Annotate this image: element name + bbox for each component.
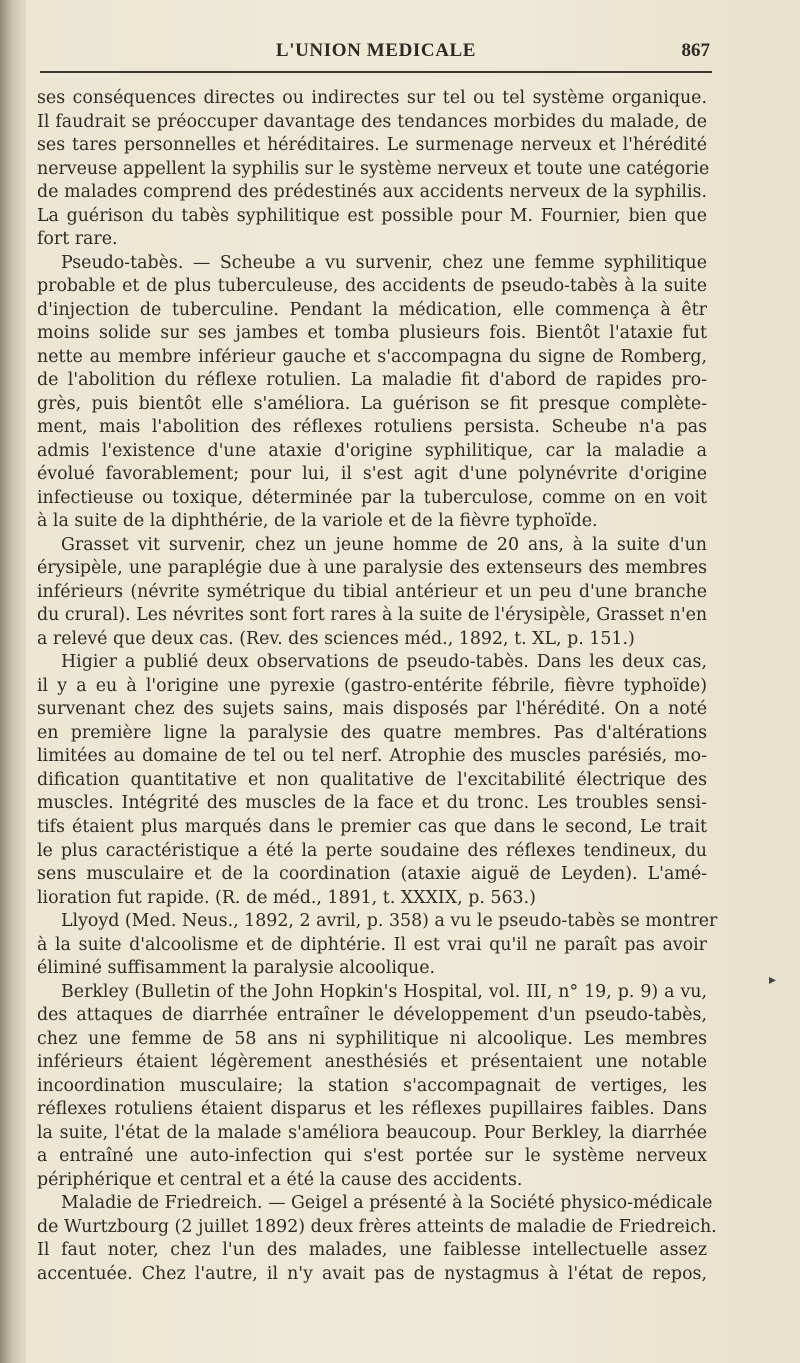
- page-spine-shadow: [0, 0, 26, 1363]
- text-line: Berkley (Bulletin of the John Hopkin's Hospital, vol. III, n° 19, p. 9) a vu,: [61, 981, 707, 1002]
- page-header: [40, 40, 712, 72]
- text-line: à la suite de la diphthérie, de la variole et de la fièvre typhoïde.: [37, 511, 598, 532]
- text-line: réflexes rotuliens étaient disparus et les réflexes pupillaires faibles. Dans: [37, 1099, 707, 1120]
- text-line: nette au membre inférieur gauche et s'accompagna du signe de Romberg,: [37, 346, 707, 367]
- text-line: Maladie de Friedreich. — Geigel a présenté à la Société physico-médicale: [61, 1193, 713, 1214]
- text-line: a entraîné une auto-infection qui s'est portée sur le système nerveux: [37, 1146, 707, 1167]
- text-line: fort rare.: [37, 229, 118, 250]
- page-number: 867: [681, 40, 710, 61]
- text-line: il y a eu à l'origine une pyrexie (gastro-entérite fébrile, fièvre typhoïde): [37, 675, 707, 696]
- text-line: a relevé que deux cas. (Rev. des sciences méd., 1892, t. XL, p. 151.): [37, 628, 635, 649]
- text-line: Il faut noter, chez l'un des malades, une faiblesse intellectuelle assez: [37, 1240, 707, 1261]
- text-line: évolué favorablement; pour lui, il s'est agit d'une polynévrite d'origine: [37, 464, 707, 485]
- text-line: d'injection de tuberculine. Pendant la médication, elle commença à êtr: [37, 299, 707, 320]
- text-line: admis l'existence d'une ataxie d'origine syphilitique, car la maladie a: [37, 440, 707, 461]
- header-rule: [40, 71, 712, 73]
- text-line: le plus caractéristique a été la perte soudaine des réflexes tendineux, du: [37, 840, 707, 861]
- text-line: du crural). Les névrites sont fort rares à la suite de l'érysipèle, Grasset n'en: [37, 605, 708, 626]
- text-line: en première ligne la paralysie des quatre membres. Pas d'altérations: [37, 722, 707, 743]
- text-line: survenant chez des sujets sains, mais disposés par l'hérédité. On a noté: [37, 699, 707, 720]
- text-line: ses conséquences directes ou indirectes sur tel ou tel système organique.: [37, 88, 707, 108]
- text-line: Grasset vit survenir, chez un jeune homme de 20 ans, à la suite d'un: [61, 534, 707, 555]
- text-line: ses tares personnelles et héréditaires. Le surmenage nerveux et l'hérédité: [37, 135, 707, 156]
- text-line: Higier a publié deux observations de pseudo-tabès. Dans les deux cas,: [61, 652, 707, 673]
- text-line: infectieuse ou toxique, déterminée par la tuberculose, comme on en voit: [37, 487, 707, 508]
- text-line: Pseudo-tabès. — Scheube a vu survenir, chez une femme syphilitique: [61, 252, 707, 273]
- text-line: La guérison du tabès syphilitique est possible pour M. Fournier, bien que: [37, 205, 707, 226]
- text-line: érysipèle, une paraplégie due à une paralysie des extenseurs des membres: [37, 558, 707, 579]
- margin-mark: ▸: [768, 972, 776, 988]
- text-line: accentuée. Chez l'autre, il n'y avait pas de nystagmus à l'état de repos,: [37, 1263, 707, 1284]
- body-text: [37, 87, 718, 1286]
- text-line: de l'abolition du réflexe rotulien. La maladie fit d'abord de rapides pro-: [37, 370, 707, 391]
- text-line: à la suite d'alcoolisme et de diphtérie. Il est vrai qu'il ne paraît pas avoir: [37, 934, 707, 955]
- text-line: inférieurs (névrite symétrique du tibial antérieur et un peu d'une branche: [37, 581, 707, 602]
- text-line: sens musculaire et de la coordination (ataxie aiguë de Leyden). L'amé-: [37, 864, 707, 885]
- text-line: Il faudrait se préoccuper davantage des tendances morbides du malade, de: [37, 111, 707, 132]
- running-title: L'UNION MEDICALE: [275, 40, 477, 61]
- text-line: muscles. Intégrité des muscles de la face et du tronc. Les troubles sensi-: [37, 793, 707, 814]
- text-line: périphérique et central et a été la cause des accidents.: [37, 1169, 523, 1190]
- text-line: moins solide sur ses jambes et tomba plusieurs fois. Bientôt l'ataxie fut: [37, 323, 707, 344]
- text-line: ment, mais l'abolition des réflexes rotuliens persista. Scheube n'a pas: [37, 417, 707, 438]
- text-line: éliminé suffisamment la paralysie alcoolique.: [37, 958, 436, 979]
- text-line: de malades comprend des prédestinés aux accidents nerveux de la syphilis.: [37, 182, 707, 203]
- text-line: inférieurs étaient légèrement anesthésiés et présentaient une notable: [37, 1052, 707, 1073]
- text-line: Llyoyd (Med. Neus., 1892, 2 avril, p. 358) a vu le pseudo-tabès se montrer: [61, 911, 718, 932]
- text-line: de Wurtzbourg (2 juillet 1892) deux frères atteints de maladie de Friedreich.: [37, 1216, 717, 1237]
- text-line: limitées au domaine de tel ou tel nerf. Atrophie des muscles parésiés, mo-: [37, 746, 707, 767]
- text-line: incoordination musculaire; la station s'accompagnait de vertiges, les: [37, 1075, 707, 1096]
- text-line: probable et de plus tuberculeuse, des accidents de pseudo-tabès à la suite: [37, 276, 707, 297]
- text-line: grès, puis bientôt elle s'améliora. La guérison se fit presque complète-: [37, 393, 707, 414]
- text-line: chez une femme de 58 ans ni syphilitique ni alcoolique. Les membres: [37, 1028, 707, 1049]
- text-line: nerveuse appellent la syphilis sur le système nerveux et toute une catégorie: [37, 158, 710, 179]
- text-line: dification quantitative et non qualitative de l'excitabilité électrique des: [37, 769, 707, 790]
- text-line: lioration fut rapide. (R. de méd., 1891, t. XXXIX, p. 563.): [37, 887, 536, 908]
- text-line: des attaques de diarrhée entraîner le développement d'un pseudo-tabès,: [37, 1005, 707, 1026]
- text-line: la suite, l'état de la malade s'améliora beaucoup. Pour Berkley, la diarrhée: [37, 1122, 707, 1143]
- text-line: tifs étaient plus marqués dans le premier cas que dans le second, Le trait: [37, 816, 707, 837]
